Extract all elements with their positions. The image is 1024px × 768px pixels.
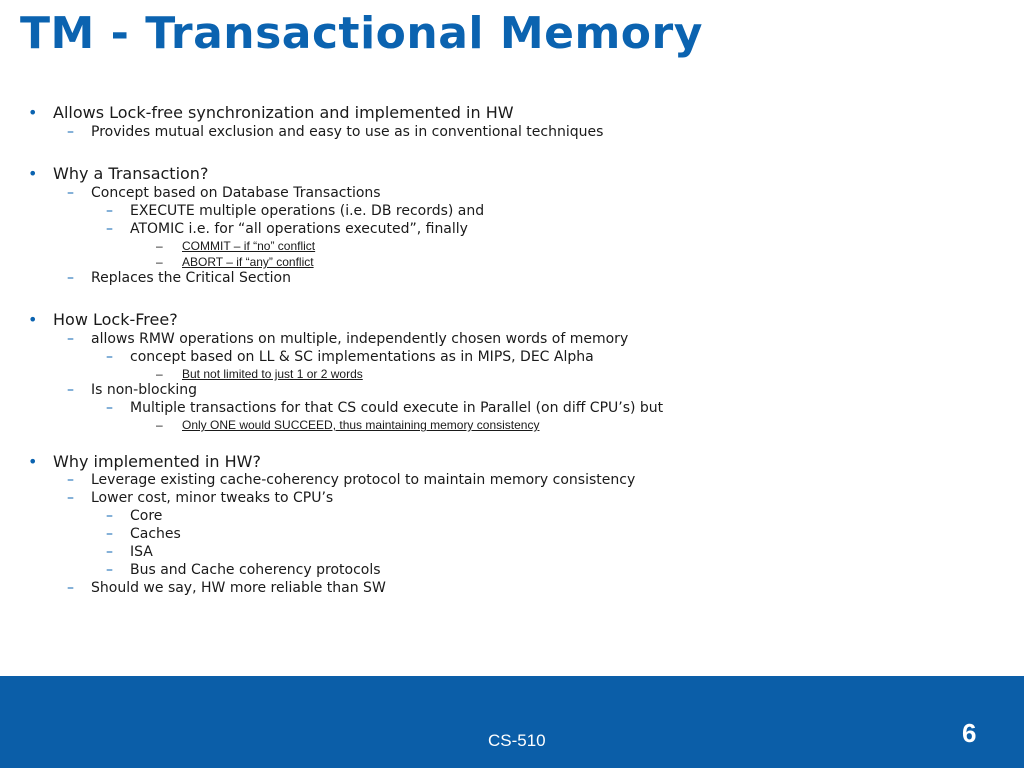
dash-marker: – [106, 349, 113, 365]
dash-marker: – [106, 203, 113, 219]
bullet-why-transaction: Why a Transaction? [53, 164, 209, 183]
dash-marker: – [106, 221, 113, 237]
slide-title: TM - Transactional Memory [20, 8, 703, 59]
sub-bullet-caches: Caches [130, 526, 181, 542]
sub-bullet-commit: COMMIT – if “no” conflict [182, 239, 316, 253]
sub-bullet-core: Core [130, 508, 163, 524]
dash-marker: – [156, 255, 163, 269]
dash-marker: – [106, 526, 113, 542]
sub-bullet-not-limited: But not limited to just 1 or 2 words [182, 367, 363, 381]
bullet-marker: • [28, 164, 38, 183]
sub-bullet-execute: EXECUTE multiple operations (i.e. DB records) and [130, 203, 485, 219]
dash-marker: – [106, 400, 113, 416]
bullet-marker: • [28, 310, 38, 329]
dash-marker: – [106, 544, 113, 560]
sub-bullet-ll-sc: concept based on LL & SC implementations as in MIPS, DEC Alpha [130, 349, 594, 365]
dash-marker: – [156, 367, 163, 381]
sub-bullet-cache-coherency: Leverage existing cache-coherency protocol to maintain memory consistency [91, 472, 636, 488]
bullet-how-lock-free: How Lock-Free? [53, 310, 178, 329]
sub-bullet-rmw-operations: allows RMW operations on multiple, independently chosen words of memory [91, 331, 629, 347]
dash-marker: – [67, 270, 74, 286]
dash-marker: – [67, 124, 74, 140]
dash-marker: – [156, 239, 163, 253]
sub-bullet-multiple-transactions: Multiple transactions for that CS could execute in Parallel (on diff CPU’s) but [130, 400, 664, 416]
sub-bullet-lower-cost: Lower cost, minor tweaks to CPU’s [91, 490, 334, 506]
dash-marker: – [67, 580, 74, 596]
dash-marker: – [106, 508, 113, 524]
sub-bullet-non-blocking: Is non-blocking [91, 382, 198, 398]
dash-marker: – [106, 562, 113, 578]
sub-bullet-atomic: ATOMIC i.e. for “all operations executed”, finally [130, 221, 468, 237]
sub-bullet-hw-reliable: Should we say, HW more reliable than SW [91, 580, 386, 596]
bullet-why-hw: Why implemented in HW? [53, 452, 261, 471]
sub-bullet-abort: ABORT – if “any” conflict [182, 255, 314, 269]
bullet-lock-free: Allows Lock-free synchronization and implemented in HW [53, 103, 514, 122]
course-label: CS-510 [488, 731, 546, 750]
dash-marker: – [156, 418, 163, 432]
sub-bullet-bus-protocols: Bus and Cache coherency protocols [130, 562, 381, 578]
sub-bullet-isa: ISA [130, 544, 153, 560]
bullet-marker: • [28, 452, 38, 471]
dash-marker: – [67, 472, 74, 488]
footer-bar [0, 676, 1024, 768]
bullet-marker: • [28, 103, 38, 122]
dash-marker: – [67, 490, 74, 506]
sub-bullet-only-one-succeeds: Only ONE would SUCCEED, thus maintaining memory consistency [182, 418, 540, 432]
dash-marker: – [67, 382, 74, 398]
sub-bullet-mutual-exclusion: Provides mutual exclusion and easy to use as in conventional techniques [91, 124, 604, 140]
sub-bullet-database-transactions: Concept based on Database Transactions [91, 185, 381, 201]
dash-marker: – [67, 331, 74, 347]
page-number: 6 [962, 718, 977, 748]
sub-bullet-critical-section: Replaces the Critical Section [91, 270, 291, 286]
dash-marker: – [67, 185, 74, 201]
